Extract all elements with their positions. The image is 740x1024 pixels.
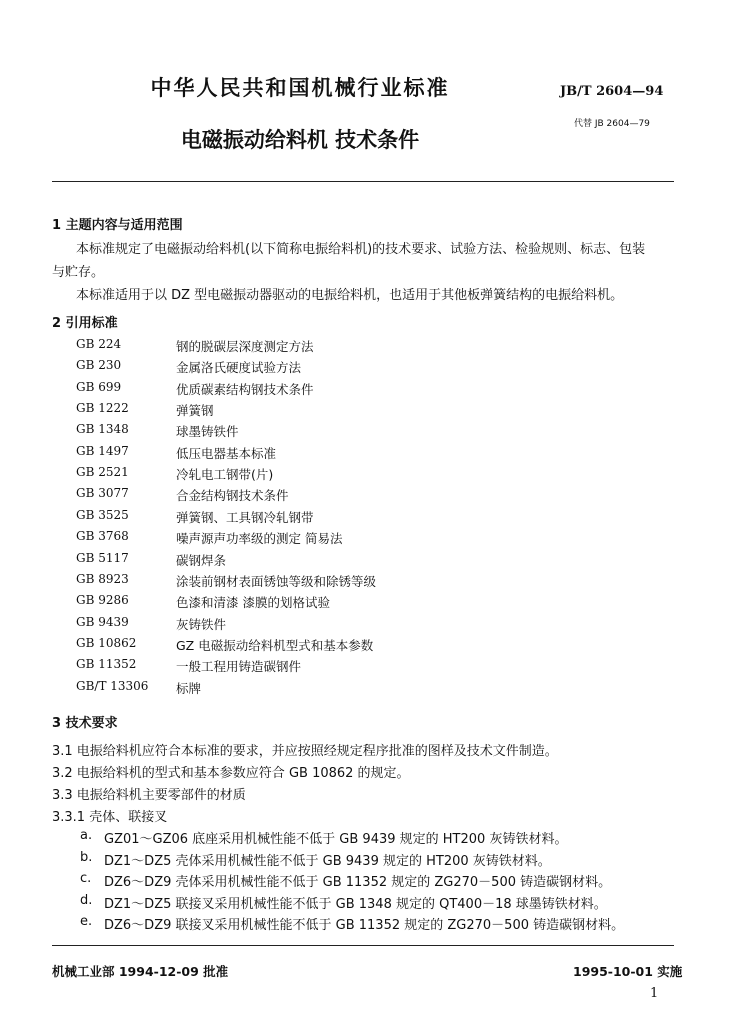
item-label: c. bbox=[80, 871, 92, 886]
item-label: d. bbox=[80, 893, 93, 908]
reference-title: GZ 电磁振动给料机型式和基本参数 bbox=[176, 638, 374, 653]
reference-code: GB 3768 bbox=[76, 529, 129, 543]
reference-code: GB 1348 bbox=[76, 422, 129, 436]
item-text: DZ1～DZ5 联接叉采用机械性能不低于 GB 1348 规定的 QT400－18 球墨铸铁材料。 bbox=[104, 897, 607, 912]
reference-code: GB 5117 bbox=[76, 551, 129, 565]
reference-title: 涂装前钢材表面锈蚀等级和除锈等级 bbox=[176, 574, 377, 589]
reference-code: GB 8923 bbox=[76, 572, 129, 586]
item-label: a. bbox=[80, 828, 93, 843]
item-text: DZ1～DZ5 壳体采用机械性能不低于 GB 9439 规定的 HT200 灰铸铁材料。 bbox=[104, 854, 551, 869]
implementation-date: 1995-10-01 实施 bbox=[573, 964, 683, 979]
reference-code: GB 2521 bbox=[76, 465, 129, 479]
reference-code: GB 1497 bbox=[76, 444, 129, 458]
item-label: e. bbox=[80, 914, 93, 929]
section2-heading: 2 引用标准 bbox=[52, 316, 118, 331]
approval-date: 机械工业部 1994-12-09 批准 bbox=[52, 964, 229, 979]
reference-code: GB 699 bbox=[76, 380, 122, 394]
reference-code: GB 3525 bbox=[76, 508, 129, 522]
item-label: b. bbox=[80, 850, 93, 865]
reference-code: GB 9439 bbox=[76, 615, 129, 629]
reference-title: 金属洛氏硬度试验方法 bbox=[176, 360, 302, 375]
reference-title: 灰铸铁件 bbox=[176, 617, 227, 632]
replaces-note: 代替 JB 2604—79 bbox=[574, 119, 650, 129]
section1-para1-line2: 与贮存。 bbox=[52, 265, 105, 280]
reference-code: GB 3077 bbox=[76, 486, 129, 500]
clause-3-1: 3.1 电振给料机应符合本标准的要求，并应按照经规定程序批准的图样及技术文件制造。 bbox=[52, 744, 558, 759]
item-text: GZ01～GZ06 底座采用机械性能不低于 GB 9439 规定的 HT200 灰铸铁材料。 bbox=[104, 832, 568, 847]
reference-title: 一般工程用铸造碳钢件 bbox=[176, 659, 302, 674]
footer-divider bbox=[52, 945, 674, 946]
clause-3-3-1: 3.3.1 壳体、联接叉 bbox=[52, 810, 168, 825]
reference-code: GB/T 13306 bbox=[76, 679, 149, 693]
header-divider bbox=[52, 181, 674, 182]
reference-title: 标牌 bbox=[176, 681, 202, 696]
section1-para2: 本标准适用于以 DZ 型电磁振动器驱动的电振给料机，也适用于其他板弹簧结构的电振给料机。 bbox=[76, 288, 624, 303]
section3-heading: 3 技术要求 bbox=[52, 716, 118, 731]
reference-title: 色漆和清漆 漆膜的划格试验 bbox=[176, 595, 330, 610]
reference-title: 低压电器基本标准 bbox=[176, 446, 277, 461]
reference-title: 弹簧钢、工具钢冷轧钢带 bbox=[176, 510, 314, 525]
reference-code: GB 9286 bbox=[76, 593, 129, 607]
clause-3-2: 3.2 电振给料机的型式和基本参数应符合 GB 10862 的规定。 bbox=[52, 766, 410, 781]
reference-title: 噪声源声功率级的测定 简易法 bbox=[176, 531, 343, 546]
item-text: DZ6～DZ9 联接叉采用机械性能不低于 GB 11352 规定的 ZG270－500 铸造碳钢材料。 bbox=[104, 918, 625, 933]
standard-category: 中华人民共和国机械行业标准 bbox=[150, 76, 450, 100]
item-text: DZ6～DZ9 壳体采用机械性能不低于 GB 11352 规定的 ZG270－500 铸造碳钢材料。 bbox=[104, 875, 612, 890]
reference-title: 冷轧电工钢带(片) bbox=[176, 467, 274, 482]
reference-code: GB 1222 bbox=[76, 401, 129, 415]
reference-title: 弹簧钢 bbox=[176, 403, 214, 418]
reference-title: 球墨铸铁件 bbox=[176, 424, 239, 439]
clause-3-3: 3.3 电振给料机主要零部件的材质 bbox=[52, 788, 246, 803]
reference-title: 碳钢焊条 bbox=[176, 553, 227, 568]
reference-code: GB 11352 bbox=[76, 657, 137, 671]
reference-title: 优质碳素结构钢技术条件 bbox=[176, 382, 314, 397]
section1-para1-line1: 本标准规定了电磁振动给料机(以下简称电振给料机)的技术要求、试验方法、检验规则、标志、包装 bbox=[76, 242, 646, 257]
document-title: 电磁振动给料机 技术条件 bbox=[180, 128, 420, 152]
section1-heading: 1 主题内容与适用范围 bbox=[52, 218, 183, 233]
page-number: 1 bbox=[650, 986, 659, 1001]
reference-code: GB 224 bbox=[76, 337, 122, 351]
reference-code: GB 10862 bbox=[76, 636, 137, 650]
reference-title: 合金结构钢技术条件 bbox=[176, 488, 289, 503]
reference-title: 钢的脱碳层深度测定方法 bbox=[176, 339, 314, 354]
reference-code: GB 230 bbox=[76, 358, 122, 372]
standard-code: JB/T 2604—94 bbox=[560, 84, 664, 99]
